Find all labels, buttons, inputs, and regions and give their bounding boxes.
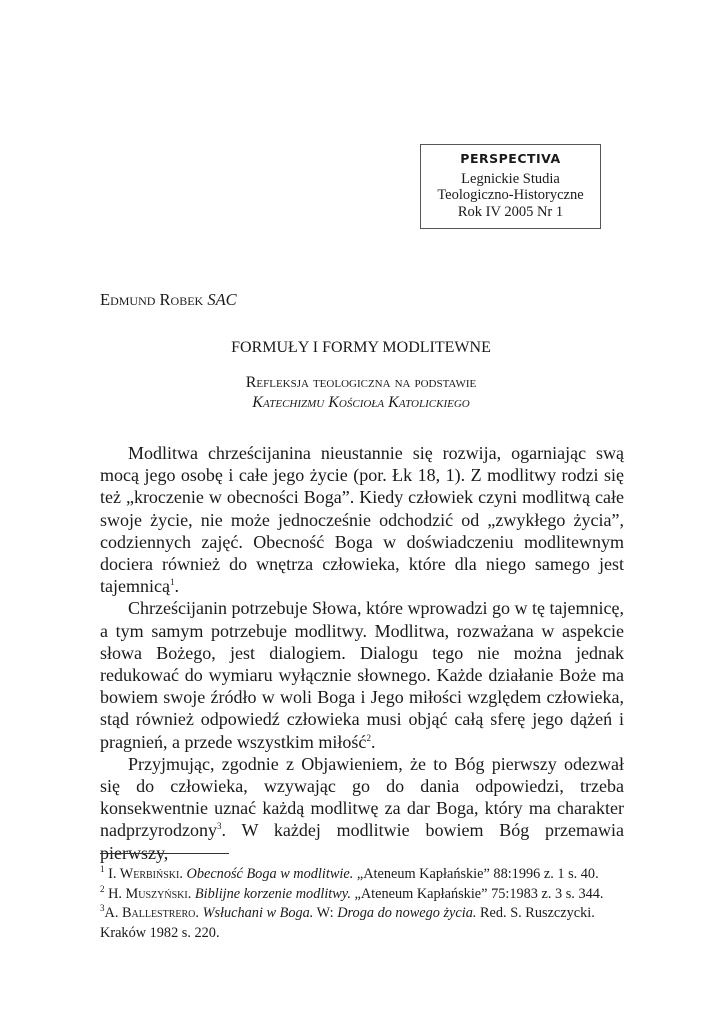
journal-line-2: Teologiczno-Historyczne	[437, 187, 584, 203]
footnote-1-author: I. Werbiński.	[108, 866, 183, 882]
paragraph-2-text: Chrześcijanin potrzebuje Słowa, które wprowadzi go w tę tajemnicę, a tym samym potrzebuje modlitwy. Modlitwa, rozważana w aspekcie słowa Bożego, jest dialogiem. Dialogu tego nie można jednak redukować do wymiaru wyłącznie słownego. Każde działanie Boże ma bowiem swoje źródło w woli Boga i Jego miłości względem człowieka, stąd również odpowiedź człowieka musi objąć całą sferę jego dążeń i pragnień, a przede wszystkim miłość	[100, 598, 624, 752]
footnote-ref-1: 1	[169, 577, 175, 588]
footnote-1-title: Obecność Boga w modlitwie.	[186, 866, 354, 882]
footnote-3-num: 3	[100, 903, 105, 914]
journal-line-3: Rok IV 2005 Nr 1	[457, 203, 564, 220]
paragraph-2-end: .	[370, 731, 376, 752]
footnote-ref-2: 2	[366, 732, 371, 743]
footnote-3	[100, 904, 624, 943]
article-body	[100, 442, 624, 864]
footnote-3-title2: Droga do nowego życia.	[337, 905, 477, 921]
paragraph-1	[100, 442, 624, 597]
footnote-1-num: 1	[100, 864, 105, 875]
footnote-2-title: Biblijne korzenie modlitwy.	[194, 885, 351, 902]
article-subtitle	[0, 373, 722, 413]
paragraph-2	[100, 597, 624, 752]
paragraph-3-text: Przyjmując, zgodnie z Objawieniem, że to Bóg pierwszy odezwał się do człowieka, wzywając go do dania odpowiedzi, trzeba konsekwentnie uznać każdą modlitwę za dar Boga, który ma charakter nadprzyrodzony	[100, 753, 624, 841]
journal-brand: PERSPECTIVA	[460, 151, 561, 166]
footnote-3-rest: Red. S. Ruszczycki. Kraków 1982 s. 220.	[100, 905, 595, 941]
journal-line-1: Legnickie Studia	[461, 170, 560, 187]
footnote-rule	[100, 853, 229, 854]
article-title: FORMUŁY I FORMY MODLITEWNE	[231, 339, 491, 356]
footnote-3-author: A. Ballestrero.	[104, 905, 199, 921]
footnote-1-rest: „Ateneum Kapłańskie” 88:1996 z. 1 s. 40.	[353, 866, 599, 882]
author-name: Edmund Robek	[100, 290, 204, 309]
footnote-2	[100, 885, 624, 905]
subtitle-line-1: Refleksja teologiczna na podstawie	[245, 374, 477, 391]
paragraph-3-end: . W każdej modlitwie bowiem Bóg przemawia pierwszy,	[100, 820, 624, 863]
footnote-1	[100, 865, 624, 885]
footnote-3-mid: W:	[313, 905, 338, 921]
subtitle-line-2: Katechizmu Kościoła Katolickiego	[252, 394, 470, 411]
paragraph-1-text: Modlitwa chrześcijanina nieustannie się rozwija, ogarniając swą mocą jego osobę i całe jego życie (por. Łk 18, 1). Z modlitwy rodzi się też „kroczenie w obecności Boga”. Kiedy człowiek czyni modlitwą całe swoje życie, nie może jednocześnie odchodzić od „zwykłego życia”, codziennych zajęć. Obecność Boga w doświadczeniu modlitewnym dociera również do wnętrza człowieka, które dla niego samego jest tajemnicą	[100, 443, 624, 597]
footnote-2-author: H. Muszyński.	[108, 885, 192, 902]
paragraph-3	[100, 753, 624, 864]
author-line	[100, 290, 237, 310]
footnote-2-num: 2	[100, 883, 105, 894]
footnote-ref-3: 3	[216, 821, 222, 832]
paragraph-1-end: .	[174, 576, 179, 597]
footnote-3-title: Wsłuchani w Boga.	[202, 905, 314, 921]
journal-info-box	[420, 144, 601, 229]
author-suffix: SAC	[207, 290, 237, 309]
footnotes	[100, 865, 624, 943]
footnote-2-rest: „Ateneum Kapłańskie” 75:1983 z. 3 s. 344.	[350, 885, 604, 902]
